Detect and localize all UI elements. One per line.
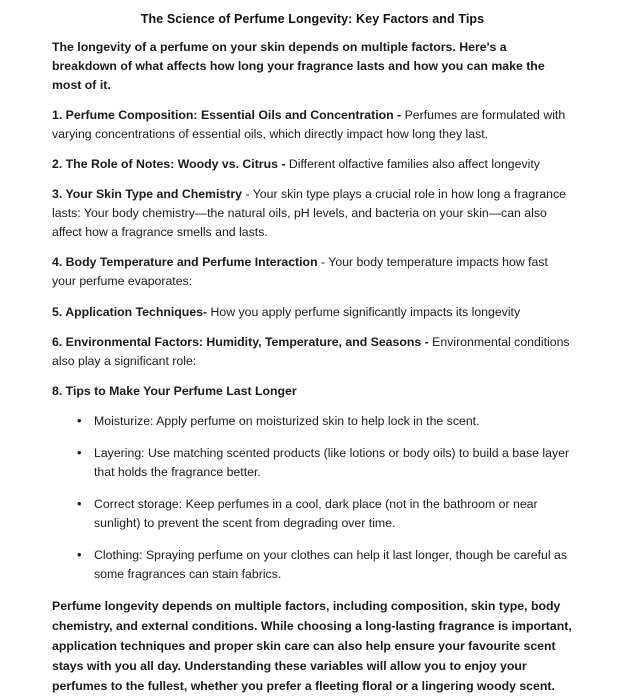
list-item: • Correct storage: Keep perfumes in a cool, dark place (not in the bathroom or near sunlight) to prevent the scent from degrading over time. bbox=[52, 495, 573, 533]
section-6 bbox=[52, 333, 573, 371]
section-6-body: Environmental conditions also play a significant role: bbox=[52, 334, 570, 368]
section-3-body: - Your skin type plays a crucial role in how long a fragrance lasts: Your body chemistry—the natural oils, pH levels, and bacteria on your skin—can also affect how a fragrance smells and lasts. bbox=[52, 187, 566, 240]
section-1-heading: 1. Perfume Composition: Essential Oils and Concentration - bbox=[52, 108, 402, 123]
section-3-heading: 3. Your Skin Type and Chemistry bbox=[52, 187, 242, 202]
intro-paragraph: The longevity of a perfume on your skin depends on multiple factors. Here's a breakdown of what affects how long your fragrance lasts and how you can make the most of it. bbox=[52, 40, 545, 93]
section-3 bbox=[52, 185, 573, 242]
section-5-heading: 5. Application Techniques- bbox=[52, 304, 208, 319]
section-1 bbox=[52, 106, 573, 144]
section-5 bbox=[52, 303, 573, 322]
section-1-body: Perfumes are formulated with varying concentrations of essential oils, which directly impact how long they last. bbox=[52, 108, 566, 142]
section-4-heading: 4. Body Temperature and Perfume Interaction bbox=[52, 255, 318, 270]
tips-heading: 8. Tips to Make Your Perfume Last Longer bbox=[52, 383, 297, 398]
tips-list bbox=[52, 412, 573, 584]
list-item: • Moisturize: Apply perfume on moisturized skin to help lock in the scent. bbox=[52, 412, 573, 431]
section-6-heading: 6. Environmental Factors: Humidity, Temperature, and Seasons - bbox=[52, 334, 429, 349]
section-2 bbox=[52, 155, 573, 174]
section-2-body: Different olfactive families also affect longevity bbox=[285, 157, 540, 172]
section-4 bbox=[52, 253, 573, 291]
closing-paragraph: Perfume longevity depends on multiple factors, including composition, skin type, body chemistry, and external conditions. While choosing a long-lasting fragrance is important, application techniques and proper skin care can also help ensure your favourite scent stays with you all day. Understanding these variables will allow you to enjoy your perfumes to the fullest, whether you prefer a fleeting floral or a lingering woody scent. bbox=[52, 599, 572, 693]
section-5-body: How you apply perfume significantly impacts its longevity bbox=[207, 304, 521, 319]
list-item: • Clothing: Spraying perfume on your clothes can help it last longer, though be careful as some fragrances can stain fabrics. bbox=[52, 546, 573, 584]
section-2-heading: 2. The Role of Notes: Woody vs. Citrus - bbox=[52, 157, 286, 172]
section-4-body: - Your body temperature impacts how fast your perfume evaporates: bbox=[52, 255, 548, 289]
page-title: The Science of Perfume Longevity: Key Factors and Tips bbox=[140, 12, 485, 26]
list-item: • Layering: Use matching scented products (like lotions or body oils) to build a base layer that holds the fragrance better. bbox=[52, 444, 573, 482]
